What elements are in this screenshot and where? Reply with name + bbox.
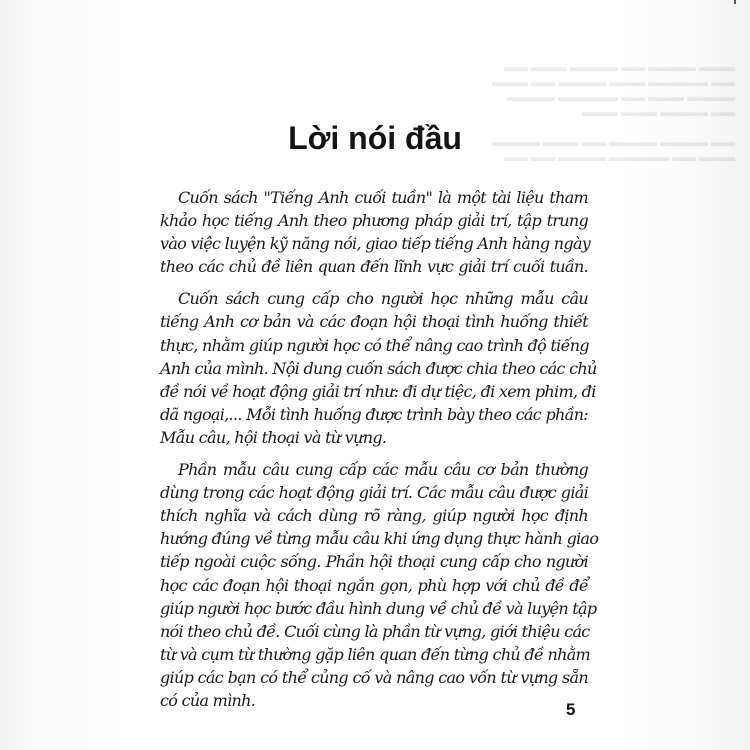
show-through-text: ▬▬▬ ▬▬▬▬ ▬▬ ▬▬▬▬ ▬▬▬ ▬▬ ▬▬ ▬▬▬▬▬ ▬▬▬ ▬▬▬▬ ▬▬ ▬▬▬ ▬▬▬▬ ▬▬▬ ▬▬ ▬▬▬▬▬ ▬▬▬▬ ▬▬ ▬▬▬▬ ▬▬▬ ▬▬▬ ▬▬ ▬▬▬▬ ▬▬▬▬ ▬▬ ▬▬▬ ▬▬▬▬ ▬▬▬ ▬▬ ▬▬▬▬▬ ▬▬▬▬ ▬▬ ▬▬: [492, 60, 735, 164]
text-line: từ và cụm từ thường gặp liên quan đến từng chủ đề nhằm: [160, 644, 591, 664]
foreword-body: [160, 186, 599, 721]
text-line: theo các chủ đề liên quan đến lĩnh vực giải trí cuối tuần.: [160, 257, 588, 277]
text-line: thực, nhằm giúp người học có thể nâng cao trình độ tiếng: [160, 335, 589, 355]
text-line: giúp các bạn có thể củng cố và nâng cao vốn từ vựng sẵn: [160, 667, 588, 687]
text-line: khảo học tiếng Anh theo phương pháp giải trí, tập trung: [160, 211, 588, 231]
page-number: 5: [566, 700, 576, 719]
text-line: thích nghĩa và cách dùng rõ ràng, giúp người học định: [160, 506, 588, 526]
text-line: hướng đúng về từng mẫu câu khi ứng dụng thực hành giao: [160, 529, 599, 549]
text-line: học các đoạn hội thoại ngắn gọn, phù hợp với chủ đề để: [160, 575, 588, 595]
paragraph-2: [160, 287, 597, 449]
paragraph-3: [160, 458, 599, 712]
paragraph-1: [160, 186, 591, 278]
page-title: Lời nói đầu: [288, 120, 462, 156]
text-line: vào việc luyện kỹ năng nói, giao tiếp tiếng Anh hàng ngày: [160, 234, 591, 254]
text-line: dùng trong các hoạt động giải trí. Các mẫu câu được giải: [160, 483, 588, 503]
text-line: có của mình.: [160, 690, 256, 710]
text-line: đề nói về hoạt động giải trí như: đi dự tiệc, đi xem phim, đi: [160, 381, 596, 401]
text-line: Mẫu câu, hội thoại và từ vựng.: [160, 427, 387, 447]
text-line: dã ngoại,... Mỗi tình huống được trình bày theo các phần:: [160, 404, 588, 424]
text-line: nói theo chủ đề. Cuối cùng là phần từ vựng, giới thiệu các: [160, 621, 590, 641]
text-line: Anh của mình. Nội dung cuốn sách được chia theo các chủ: [160, 358, 597, 378]
text-line: Cuốn sách "Tiếng Anh cuối tuần" là một tài liệu tham: [178, 188, 588, 207]
text-line: tiếng Anh cơ bản và các đoạn hội thoại tình huống thiết: [160, 312, 588, 332]
text-line: Phần mẫu câu cung cấp các mẫu câu cơ bản thường: [178, 460, 588, 480]
text-line: Cuốn sách cung cấp cho người học những mẫu câu: [178, 289, 588, 309]
top-edge-mark: [734, 0, 736, 4]
text-line: tiếp ngoài cuộc sống. Phần hội thoại cung cấp cho người: [160, 552, 588, 572]
text-line: giúp người học bước đầu hình dung về chủ đề và luyện tập: [160, 598, 597, 618]
